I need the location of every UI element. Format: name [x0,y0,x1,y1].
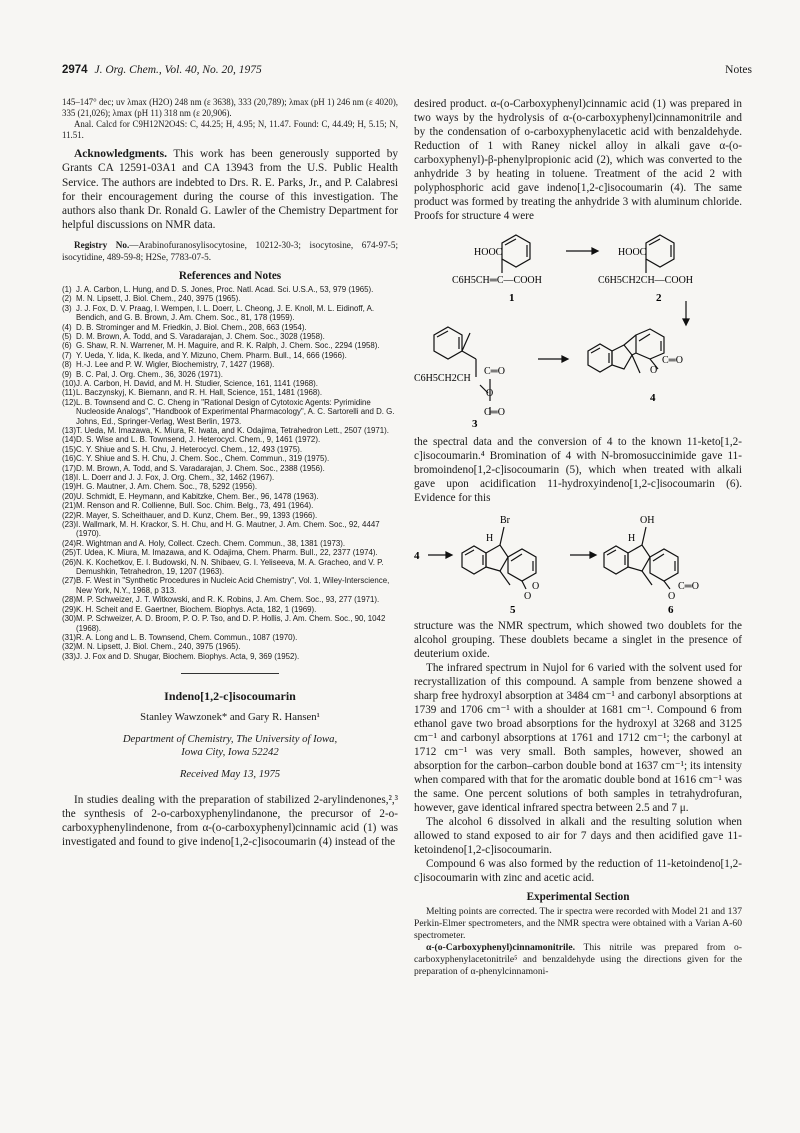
reference-text: T. Ueda, M. Imazawa, K. Miura, R. Iwata, and K. Odajima, Tetrahedron Lett., 2507 (1971). [76,425,389,435]
reference-text: T. Udea, K. Miura, M. Imazawa, and K. Odajima, Chem. Pharm. Bull., 22, 2377 (1974). [76,548,378,558]
reference-number: (29) [62,604,77,614]
article-title: Indeno[1,2-c]isocoumarin [164,689,296,704]
reference-text: J. A. Carbon, L. Hung, and D. S. Jones, Proc. Natl. Acad. Sci. U.S.A., 53, 979 (1965). [76,284,374,294]
reference-item [62,501,398,510]
paragraph-synthesis: desired product. α-(o-Carboxyphenyl)cinnamic acid (1) was prepared in two ways by the hydrolysis of α-(o-carboxyphenyl)cinnamonitrile and by the condensation of o-carboxyphenylacetic acid with benzaldehyde. Reduction of 1 with Raney nickel alloy in alkali gave α-(o-carboxyphenyl)-β-phenylpropionic acid (2), which was converted to the anhydride 3 by heating in toluene. Treatment of the acid 2 with polyphosphoric acid gave indeno[1,2-c]isocoumarin (4). The same product was formed by treating the anhydride 3 with aluminum chloride. Proofs for structure 4 were [414,98,742,222]
reference-number: (11) [62,388,76,398]
analysis-data: Anal. Calcd for C9H12N2O4S: C, 44.25; H, 4.95; N, 11.47. Found: C, 44.49; H, 5.15; N, 11.51. [62,119,398,141]
benzene-ring-3 [434,327,462,359]
scheme-chain-2: C6H5CH2CH—COOH [598,275,694,286]
compound-label-1: 1 [509,292,515,304]
reference-item [62,332,398,341]
scheme-chain-3: C6H5CH2CH [414,373,471,384]
benzene-ring-4b [636,329,664,359]
ack-text: This work has been generously supported by Grants CA 12591-03A1 and CA 13943 from the U.S. Public Health Service. The authors are indebted to Drs. R. E. Parks, Jr., and P. Calabresi for their encouragement during the course of this investigation. The authors also thank Dr. Ronald G. Lawler of the Chemistry Department for helpful discussions on NMR data. [62,148,398,231]
reference-item [62,576,398,595]
compound-label-2: 2 [656,292,662,304]
compound-label-5: 5 [510,604,516,615]
journal-citation: J. Org. Chem., Vol. 40, No. 20, 1975 [94,64,262,76]
reference-number: (33) [62,651,77,661]
reaction-scheme-2 [414,509,742,615]
registry-text: —Arabinofuranosylisocytosine, 10212-30-3; isocytosine, 674-97-5; isocytidine, 489-59-8; H2Se, 7783-07-5. [62,239,398,262]
paragraph-methods: Melting points are corrected. The ir spectra were recorded with Model 21 and 137 Perkin-Elmer spectrometers, and the NMR spectra were obtained with a Varian A-60 spectrometer. [414,906,742,942]
nitrile-text: This nitrile was prepared from o-carboxyphenylacetonitrile⁵ and benzaldehyde using the directions given for the preparation of α-phenylcinnamoni- [414,942,742,978]
reference-text: G. Shaw, R. N. Warrener, M. H. Maguire, and R. K. Ralph, J. Chem. Soc., 2294 (1958). [76,341,380,351]
reference-item [62,285,398,294]
acknowledgments [62,147,398,232]
scheme2-label-4: 4 [414,550,420,562]
reference-item [62,558,398,577]
reference-text: H. G. Mautner, J. Am. Chem. Soc., 78, 5292 (1956). [76,482,258,492]
benzene-ring-5b [508,549,536,581]
reference-text: D. M. Brown, A. Todd, and S. Varadarajan, J. Chem. Soc., 2388 (1956). [76,463,325,473]
scheme-hooc-1: HOOC [474,247,503,258]
scheme-1-drawing [414,229,742,429]
scheme-ring-o: O [650,365,658,376]
reference-number: (28) [62,595,77,605]
reference-number: (32) [62,642,77,652]
reference-number: (16) [62,454,77,464]
five-ring-5 [486,545,508,571]
reference-item [62,511,398,520]
benzene-ring-1 [502,235,530,267]
reference-text: M. N. Lipsett, J. Biol. Chem., 240, 3975 (1965). [76,294,241,304]
reference-text: K. H. Scheit and E. Gaertner, Biochem. Biophys. Acta, 182, 1 (1969). [76,604,317,614]
reference-number: (25) [62,548,77,558]
reference-item [62,360,398,369]
reference-number: (19) [62,482,77,492]
scheme-hooc-2: HOOC [618,247,647,258]
reference-number: (8) [62,360,72,370]
reference-text: J. A. Carbon, H. David, and M. H. Studier, Science, 161, 1141 (1968). [76,378,318,388]
reference-text: C. Y. Shiue and S. H. Chu, J. Heterocycl. Chem., 12, 493 (1975). [76,444,303,454]
scheme-chain-1: C6H5CH═C—COOH [452,275,542,286]
reference-item [62,482,398,491]
reference-text: Y. Ueda, Y. Iida, K. Ikeda, and Y. Mizuno, Chem. Pharm. Bull., 14, 666 (1966). [76,350,347,360]
benzene-ring-2 [646,235,674,267]
reference-text: C. Y. Shiue and S. H. Chu, J. Chem. Soc., Chem. Commun., 319 (1975). [76,454,330,464]
left-column [62,97,398,849]
reference-number: (20) [62,491,77,501]
five-ring-4 [612,345,632,369]
ring-o-6: O [668,591,676,602]
reference-text: N. K. Kochetkov, E. I. Budowski, N. N. Shibaev, G. I. Yeliseeva, M. A. Gracheo, and V. P. Demushkin, Tetrahedron, 19, 1207 (1963). [76,557,384,577]
reference-number: (24) [62,538,77,548]
divider [181,673,279,674]
paragraph-alcohol: The alcohol 6 dissolved in alkali and the resulting solution when allowed to stand exposed to air for 7 days and then acidified gave 11-ketoindeno[1,2-c]isocoumarin. [414,816,742,856]
reference-number: (26) [62,557,77,567]
reference-item [62,614,398,633]
references-title: References and Notes [178,269,282,282]
page-number: 2974 [62,64,88,76]
uv-data: 145–147° dec; uv λmax (H2O) 248 nm (ε 3638), 333 (20,789); λmax (pH 1) 246 nm (ε 4020), 335 (21,026); λmax (pH 11) 318 nm (ε 20,906). [62,97,398,119]
nitrile-heading: α-(o-Carboxyphenyl)cinnamonitrile. [426,942,575,954]
scheme-2-drawing [414,509,742,615]
reference-item [62,464,398,473]
reference-text: L. Baczynskyj, K. Biemann, and R. H. Hall, Science, 151, 1481 (1968). [76,388,323,398]
carbonyl-5: O [532,581,540,592]
reference-number: (12) [62,397,77,407]
reference-item [62,473,398,482]
paragraph-nmr: structure was the NMR spectrum, which showed two doublets for the alcohol grouping. These doublets became a singlet in the presence of deuterium oxide. [414,620,742,660]
reference-text: R. A. Long and L. B. Townsend, Chem. Commun., 1087 (1970). [76,632,298,642]
compound-label-6: 6 [668,604,674,615]
reference-number: (15) [62,444,77,454]
reference-number: (31) [62,632,77,642]
reference-item [62,445,398,454]
reference-item [62,379,398,388]
reference-number: (23) [62,520,77,530]
received-date: Received May 13, 1975 [179,767,281,780]
reference-item [62,426,398,435]
h-label-5: H [486,533,494,544]
reference-text: D. B. Strominger and M. Friedkin, J. Biol. Chem., 208, 663 (1954). [76,322,307,332]
reference-item [62,304,398,323]
reference-text: R. Mayer, S. Scheithauer, and D. Kunz, Chem. Ber., 99, 1393 (1966). [76,510,318,520]
reference-number: (2) [62,294,72,304]
reference-text: D. S. Wise and L. B. Townsend, J. Heterocycl. Chem., 9, 1461 (1972). [76,435,321,445]
reference-text: B. F. West in "Synthetic Procedures in Nucleic Acid Chemistry", Vol. 1, Wiley-Interscience, New York, N.Y., 1968, p 313. [76,576,390,595]
scheme-carbonyl-4: C═O [662,355,683,366]
reference-item [62,351,398,360]
reference-number: (3) [62,303,72,313]
reference-item [62,605,398,614]
reference-item [62,539,398,548]
reference-item [62,548,398,557]
reference-text: L. B. Townsend and C. C. Cheng in "Rational Design of Cytotoxic Agents: Pyrimidine Nucleoside Analogs", "Handbook of Experimental Pharmacology", A. C. Sartorelli and D. G. Johns, Ed., Springer-Verlag, West Berlin, 1973. [76,397,395,426]
h-label-6: H [628,533,636,544]
registry-heading: Registry No. [74,239,130,250]
section-label: Notes [725,64,752,76]
reference-item [62,388,398,397]
reference-item [62,454,398,463]
reference-number: (30) [62,614,77,624]
reaction-scheme-1 [414,229,742,429]
reference-number: (13) [62,425,77,435]
paragraph-reduction: Compound 6 was also formed by the reduction of 11-ketoindeno[1,2-c]isocoumarin with zinc and acetic acid. [414,858,742,884]
reference-item [62,520,398,539]
reference-text: D. M. Brown, A. Todd, and S. Varadarajan, J. Chem. Soc., 3028 (1958). [76,331,325,341]
reference-number: (4) [62,322,72,332]
reference-item [62,294,398,303]
reference-number: (5) [62,331,72,341]
paragraph-nitrile [414,942,742,978]
scheme-co-lower: C═O [484,407,505,418]
hydroxy-label: OH [640,515,655,526]
reference-text: M. P. Schweizer, A. D. Broom, P. O. P. Tso, and D. P. Hollis, J. Am. Chem. Soc., 90, 1042 (1968). [76,614,386,633]
compound-label-4: 4 [650,392,656,404]
intro-paragraph: In studies dealing with the preparation of stabilized 2-arylindenones,²,³ the synthesis of 2-o-carboxyphenylindanone, the precursor of 2-o-carboxyphenylindenone, from α-(o-carboxyphenyl)cinnamic acid (1) was investigated and found to give indeno[1,2-c]isocoumarin (4) instead of the [62,793,398,848]
paragraph-bromination: the spectral data and the conversion of 4 to the known 11-keto[1,2-c]isocoumarin.⁴ Bromination of 4 with N-bromosuccinimide gave 11-bromoindeno[1,2-c]isocoumarin (5), which when treated with alkali gave upon acidification 11-hydroxyindeno[1,2-c]isocoumarin (6). Evidence for this [414,436,742,504]
reference-text: M. N. Lipsett, J. Biol. Chem., 240, 3975 (1965). [76,642,241,652]
reference-number: (6) [62,341,72,351]
reference-item [62,323,398,332]
reference-item [62,341,398,350]
reference-text: J. J. Fox, D. V. Praag, I. Wempen, I. L. Doerr, L. Cheong, J. E. Knoll, M. L. Eidinoff, A. Bendich, and G. B. Brown, J. Am. Chem. Soc., 81, 178 (1959). [76,303,375,323]
authors: Stanley Wawzonek* and Gary R. Hansen¹ [140,711,320,724]
reference-text: M. P. Schweizer, J. T. Witkowski, and R. K. Robins, J. Am. Chem. Soc., 93, 277 (1971). [76,595,380,605]
reference-item [62,398,398,426]
scheme-o-bridge: O [486,388,494,399]
reference-number: (17) [62,463,77,473]
five-ring-6 [628,545,650,571]
reference-number: (10) [62,378,77,388]
reference-text: J. J. Fox and D. Shugar, Biochem. Biophys. Acta, 9, 369 (1952). [76,651,300,661]
bromo-label: Br [500,515,510,526]
reference-item [62,652,398,661]
ack-heading: Acknowledgments. [74,148,167,161]
reference-item [62,633,398,642]
right-column [414,97,742,978]
reference-item [62,595,398,604]
benzene-ring-6b [650,549,678,581]
experimental-title: Experimental Section [526,891,630,903]
reference-text: M. Renson and R. Collienne, Bull. Soc. Chim. Belg., 73, 491 (1964). [76,501,314,511]
reference-number: (18) [62,473,77,482]
affiliation-line-1: Department of Chemistry, The University of Iowa, [122,732,338,745]
affiliation-line-2: Iowa City, Iowa 52242 [181,746,279,759]
reference-text: H.-J. Lee and P. W. Wigler, Biochemistry, 7, 1427 (1968). [76,360,275,370]
reference-number: (9) [62,369,72,379]
reference-item [62,642,398,651]
reference-text: R. Wightman and A. Holy, Collect. Czech. Chem. Commun., 38, 1381 (1973). [76,538,346,548]
reference-text: B. C. Pal, J. Org. Chem., 36, 3026 (1971). [76,369,223,379]
reference-text: I. L. Doerr and J. J. Fox, J. Org. Chem., 32, 1462 (1967). [76,473,275,482]
reference-number: (7) [62,350,72,360]
reference-number: (22) [62,510,77,520]
reference-number: (14) [62,435,77,445]
reference-number: (1) [62,284,72,294]
reference-item [62,492,398,501]
carbonyl-6: C═O [678,581,699,592]
reference-item [62,370,398,379]
registry-numbers [62,240,398,264]
reference-text: I. Wallmark, M. H. Krackor, S. H. Chu, and H. G. Mautner, J. Am. Chem. Soc., 92, 4447 (1970). [76,520,380,539]
scheme-co-upper: C═O [484,366,505,377]
page-header [62,64,752,78]
reference-item [62,435,398,444]
reference-number: (21) [62,501,77,511]
references-list [62,285,398,661]
paragraph-infrared: The infrared spectrum in Nujol for 6 varied with the solvent used for recrystallization of this compound. A sample from benzene showed a sharp free hydroxyl absorption at 3484 cm⁻¹ and carbonyl absorptions at 1739 and 1706 cm⁻¹ with a shoulder at 1681 cm⁻¹. Compound 6 from ethanol gave two broad absorptions for the hydroxyl at 3268 and 3125 cm⁻¹ and carbonyl absorptions at 1761 and 1712 cm⁻¹; the carbonyl at 1712 cm⁻¹ was very small. Both samples, however, showed an absorption for the carbon–carbon double bond at 1637 cm⁻¹; its intensity when compared with that for the aromatic double bond at 1616 cm⁻¹ was the same. One percent solutions of both samples in tetrahydrofuran, however, gave identical infrared spectra between 2.5 and 7 μ. [414,662,743,814]
compound-label-3: 3 [472,418,478,429]
reference-text: U. Schmidt, E. Heymann, and Kabitzke, Chem. Ber., 96, 1478 (1963). [76,491,319,501]
reference-number: (27) [62,576,77,586]
ring-o-5: O [524,591,532,602]
